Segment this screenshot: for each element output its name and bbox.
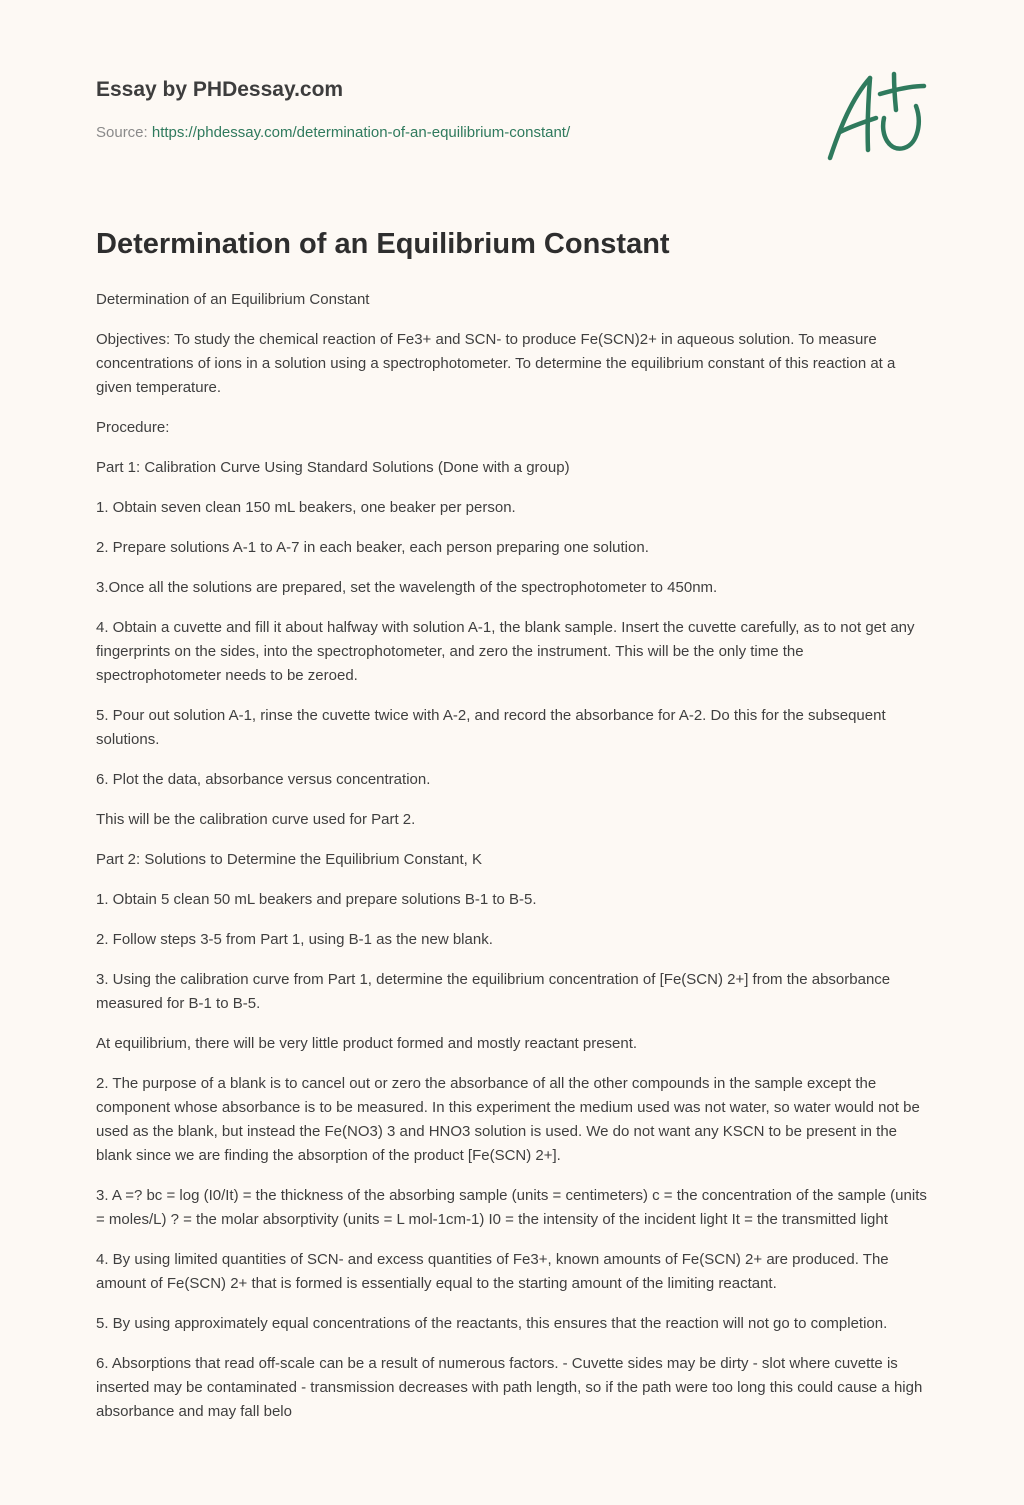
paragraph: 3. Using the calibration curve from Part 1, determine the equilibrium concentration of [Fe(SCN) 2+] from the absorbance measured for B-1 to B-5. bbox=[96, 971, 891, 1012]
source-link[interactable]: https://phdessay.com/determination-of-an-equilibrium-constant/ bbox=[151, 124, 571, 141]
source-line bbox=[96, 123, 816, 143]
paragraph: 2. Prepare solutions A-1 to A-7 in each beaker, each person preparing one solution. bbox=[96, 539, 649, 556]
paragraph: 4. Obtain a cuvette and fill it about halfway with solution A-1, the blank sample. Insert the cuvette carefully, as to not get any fingerprints on the sides, into the spectrophotometer, and zero the instrument. This will be the only time the spectrophotometer needs to be zeroed. bbox=[96, 619, 915, 684]
document-title: Determination of an Equilibrium Constant bbox=[96, 228, 670, 260]
paragraph: 3.Once all the solutions are prepared, set the wavelength of the spectrophotometer to 450nm. bbox=[96, 579, 718, 596]
paragraph: Part 2: Solutions to Determine the Equilibrium Constant, K bbox=[96, 851, 483, 868]
page-header bbox=[96, 76, 816, 143]
paragraph: 2. The purpose of a blank is to cancel out or zero the absorbance of all the other compounds in the sample except the component whose absorbance is to be measured. In this experiment the medium used was not water, so water would not be used as the blank, but instead the Fe(NO3) 3 and HNO3 solution is used. We do not want any KSCN to be present in the blank since we are finding the absorption of the product [Fe(SCN) 2+]. bbox=[96, 1075, 920, 1164]
paragraph: 6. Absorptions that read off-scale can be a result of numerous factors. - Cuvette sides may be dirty - slot where cuvette is inserted may be contaminated - transmission decreases with path length, so if the path were too long this could cause a high absorbance and may fall belo bbox=[96, 1355, 923, 1420]
paragraph: Procedure: bbox=[96, 419, 170, 436]
paragraph: 2. Follow steps 3-5 from Part 1, using B-1 as the new blank. bbox=[96, 931, 493, 948]
paragraph: 1. Obtain 5 clean 50 mL beakers and prepare solutions B-1 to B-5. bbox=[96, 891, 537, 908]
paragraph: This will be the calibration curve used for Part 2. bbox=[96, 811, 416, 828]
paragraph: Determination of an Equilibrium Constant bbox=[96, 291, 370, 308]
paragraph: 5. By using approximately equal concentrations of the reactants, this ensures that the reaction will not go to completion. bbox=[96, 1315, 888, 1332]
essay-content bbox=[96, 224, 932, 1440]
paragraph: Objectives: To study the chemical reaction of Fe3+ and SCN- to produce Fe(SCN)2+ in aqueous solution. To measure concentrations of ions in a solution using a spectrophotometer. To determine the equilibrium constant of this reaction at a given temperature. bbox=[96, 331, 896, 396]
paragraph: Part 1: Calibration Curve Using Standard Solutions (Done with a group) bbox=[96, 459, 570, 476]
site-title: Essay by PHDessay.com bbox=[96, 78, 344, 101]
source-label: Source: bbox=[96, 124, 152, 141]
paragraph: 4. By using limited quantities of SCN- and excess quantities of Fe3+, known amounts of Fe(SCN) 2+ are produced. The amount of Fe(SCN) 2+ that is formed is essentially equal to the starting amount of the limiting reactant. bbox=[96, 1251, 889, 1292]
paragraph: 6. Plot the data, absorbance versus concentration. bbox=[96, 771, 431, 788]
paragraph: 1. Obtain seven clean 150 mL beakers, one beaker per person. bbox=[96, 499, 516, 516]
paragraph: At equilibrium, there will be very little product formed and mostly reactant present. bbox=[96, 1035, 638, 1052]
a-plus-logo-icon bbox=[818, 66, 930, 166]
paragraph: 5. Pour out solution A-1, rinse the cuvette twice with A-2, and record the absorbance for A-2. Do this for the subsequent solutions. bbox=[96, 707, 886, 748]
paragraph: 3. A =? bc = log (I0/It) = the thickness of the absorbing sample (units = centimeters) c = the concentration of the sample (units = moles/L) ? = the molar absorptivity (units = L mol-1cm-1) I0 = the intensity of the incident light It = the transmitted light bbox=[96, 1187, 927, 1228]
